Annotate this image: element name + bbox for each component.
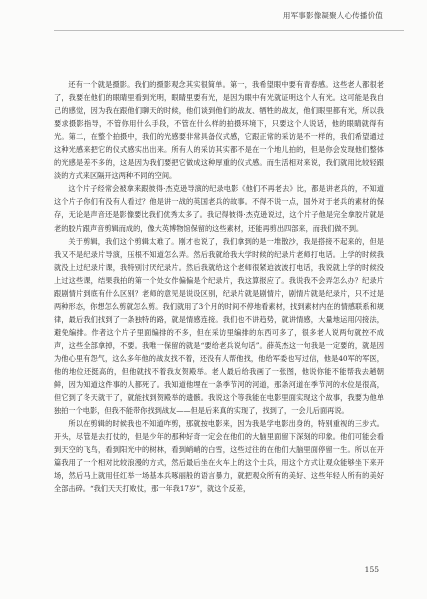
- body-text: [54, 78, 384, 496]
- header-divider: [54, 30, 404, 31]
- paragraph-comparison: 这个片子经常会被拿来跟彼得·杰克逊导演的纪录电影《他们不再老去》比，都是讲老兵的，不知道这个片子你们有没有人看过？他是讲一战的英国老兵的故事。不得不说一点，国外对于老兵的素材的保存，无论是声音还是影像要比我们优秀太多了。我记得彼得·杰克逊说过，这个片子他是完全拿胶片就是老的胶片跟声音剪辑而成的，像大英博物馆保留的这些素材，还能再剪出四部来，而我们做不到。: [54, 184, 384, 233]
- paragraph-photography: 还有一个就是摄影。我们的摄影观念其实很简单。第一，我希望眼中要有青春感。这些老人都很老了，我要在他们的眼睛里看到光明，眼睛里要有光，是因为眼中有光就证明这个人有光。这可能是我自己的感觉，因为我在跟他们聊天的时候，他们谈到他们的战友、牺牲的战友，他们眼里都有光，所以我要求摄影指导，不管你用什么手段，不管在什么样的拍摄环境下，只要这个人说话，他的眼睛就得有光。第二，在整个拍摄中，我们的光感要非常具备仪式感，它跟正常的采访是不一样的，我们希望通过这种光感来把它的仪式感实出出来。所有人的采访其实都不是在一个地儿拍的，但是你会发现他们整体的光感是差不多的，这是因为我们要把它做成这种厚重的仪式感。而生活相对来说，我们就用比较轻跟淡的方式来区隔开这两种不同的空间。: [54, 80, 384, 181]
- page-number: 155: [364, 565, 379, 574]
- paragraph-editing: 关于剪辑，我们这个剪辑太难了。刚才也说了，我们拿到的是一堆散沙，我是搭接不起来的，但是我又不是纪录片导演，压根不知道怎么弄。然后我就给我大学时候的纪录片老师打电话。上学的时候我就没上过纪录片课，我特别讨厌纪录片。然后我就给这个老师很紧迫波波打电话，我说就上学的时候没上过这些课，结果我拍的第一个处女作偏偏是个纪录片，我这算报应了。我说我不会弄怎么办？纪录片跟剧情片到底有什么区别？老师的意见是说设区别，纪录片就是剧情片，剧情片就是纪录片，只不过是两种形态，你想怎么剪就怎么剪。我们就用了3个月的时间不停地看素材，找到素材内在的情感联系和规律，最后我们找到了一条独特的路，就是情感连接。我们也不讲趋势，就讲情感，大量地运用闪接法，避免编排。作者这个片子里面编排的不多，但在采访里编排的东西可多了，很多老人说两句就控不成声，这些全部拿掉，不要。我唯一保留的就是“要给老兵说句话”。薛英杰这一句我是一定要的，就是因为他心里有怨气，这么多年他的战友找不着，还没有人帮他找，他给军委也写过信，他是40军的军医，他的地位还挺高的，但他就找不着我友贺殿举。老人最后给我画了一张图，他说你能不能帮我去趟朝鲜，因为知道这件事的人都死了。我知道他埋在一条季节河的河道，那条河道在季节河的水位是很高，但它到了冬天就干了，就能找到贺殿举的遗骸。我说这个等我能在电影里面实现这个故事，我要为他单独拍一个电影，但我不能带你找到战友——但是后来真的实现了，找到了，一会儿后面再说。: [54, 236, 384, 416]
- running-header: 用军事影像凝聚人心传播价值: [282, 11, 383, 20]
- paragraph-structure: 所以在剪辑的时候我也不知道咋剪，那就按电影来，因为我是学电影出身的，特别重视的三步式。开头，尽管是去打仗的，但是少年的那种好奇一定会在他们的大脑里面留下深刻的印象。他们可能会看到天空的飞鸟，看到阳光中的树林，看到峭峭的白雪，这些过往的在他们大脑里面停留一生。所以在开篇我用了一个相对比较浪漫的方式，然后最后坐在火车上的这个士兵，用这个方式让观众能够坐下来开场，然后马上就用任红举一场基本兵啄丽般的语言暴力，就把观众所有的美好、这些年轻人所有的美好全部击碎。“我们天天打败仗，那一年我17岁”，就这个反差，: [54, 419, 384, 494]
